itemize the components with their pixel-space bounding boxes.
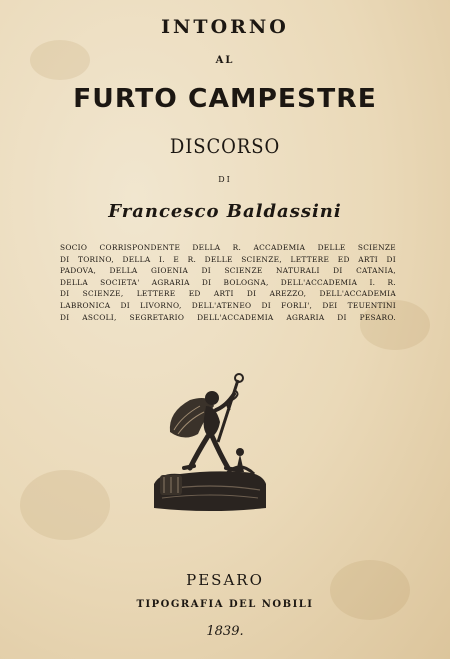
credential-line: PADOVA, DELLA GIOENIA DI SCIENZE NATURALI DI CATANIA, — [60, 266, 396, 276]
title-di: DI — [218, 175, 232, 184]
author-credentials — [60, 242, 396, 323]
title-intorno: INTORNO — [161, 16, 289, 38]
title-al: AL — [215, 55, 235, 66]
paper-stain — [20, 470, 110, 540]
credential-line: LABRONICA DI LIVORNO, DELL'ATENEO DI FORLI', DEI TEUENTINI — [60, 300, 396, 310]
credential-line: SOCIO CORRISPONDENTE DELLA R. ACCADEMIA DELLE SCIENZE — [60, 243, 396, 252]
credential-line: DI SCIENZE, LETTERE ED ARTI DI AREZZO, DELL'ACCADEMIA — [60, 289, 396, 299]
imprint-year: 1839. — [206, 624, 244, 639]
imprint-city: PESARO — [186, 571, 264, 589]
mercury-vignette-engraving — [150, 372, 270, 517]
paper-stain — [330, 560, 410, 620]
credential-line: DELLA SOCIETA' AGRARIA DI BOLOGNA, DELL'ACCADEMIA I. R. — [60, 277, 396, 287]
imprint-printer: TIPOGRAFIA DEL NOBILI — [136, 599, 314, 610]
author-name: Francesco Baldassini — [108, 201, 342, 222]
main-title: FURTO CAMPESTRE — [73, 84, 377, 114]
credential-line: DI ASCOLI, SEGRETARIO DELL'ACCADEMIA AGRARIA DI PESARO. — [60, 312, 396, 322]
credential-line: DI TORINO, DELLA I. E R. DELLE SCIENZE, LETTERE ED ARTI DI — [60, 254, 396, 264]
subtitle-discorso: DISCORSO — [169, 134, 281, 158]
